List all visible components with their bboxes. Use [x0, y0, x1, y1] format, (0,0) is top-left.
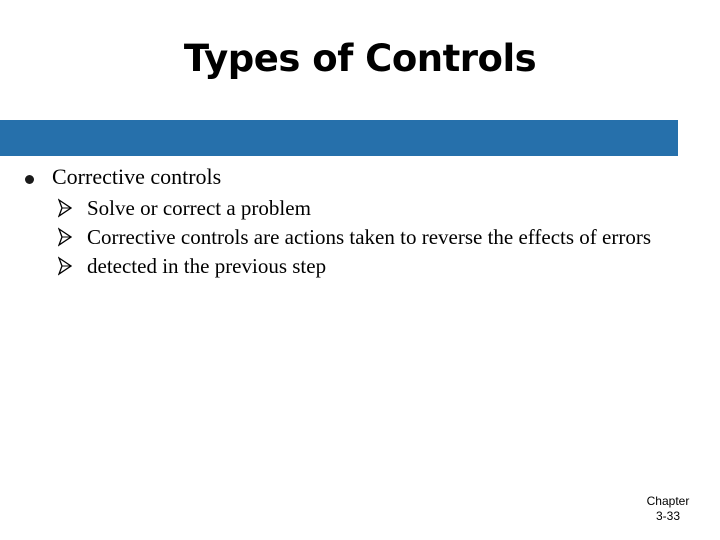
slide-title: Types of Controls	[183, 37, 537, 80]
arrow-bullet-icon	[58, 256, 72, 276]
main-bullet-text: Corrective controls	[52, 164, 222, 189]
footer-chapter-label: Chapter	[646, 494, 690, 508]
main-bullet-item	[0, 163, 720, 191]
sub-bullet-text: Solve or correct a problem	[87, 196, 311, 220]
sub-bullet-text: detected in the previous step	[87, 254, 327, 278]
sub-bullet-item	[0, 194, 720, 223]
sub-bullet-list	[0, 194, 720, 281]
arrow-bullet-icon	[58, 227, 72, 247]
arrow-bullet-icon	[58, 198, 72, 218]
sub-bullet-text: Corrective controls are actions taken to reverse the effects of errors	[87, 225, 652, 249]
footer-page-number: 3-33	[655, 509, 681, 523]
title-accent-band	[0, 120, 678, 156]
sub-bullet-item	[0, 223, 720, 252]
round-bullet-icon	[25, 175, 34, 184]
sub-bullet-item	[0, 252, 720, 281]
slide-content	[0, 163, 720, 281]
chapter-footer	[634, 494, 702, 524]
